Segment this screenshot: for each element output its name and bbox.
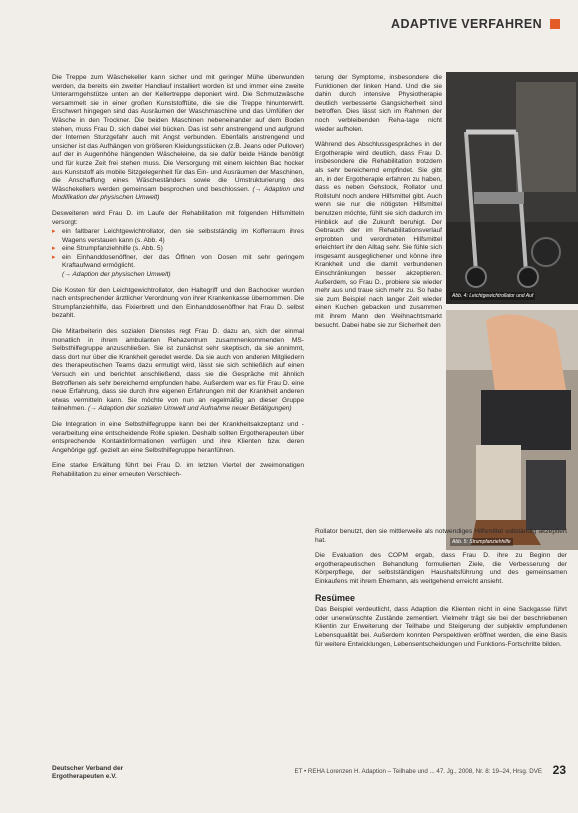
list-item: ▸ ein faltbarer Leichtgewichtrollator, den sie selbstständig im Kofferraum ihres Wagens verstauen kann (s. Abb. 4) bbox=[52, 228, 304, 245]
page-number: 23 bbox=[552, 763, 566, 777]
paragraph: terung der Symptome, insbesondere die Funktionen der linken Hand. Und die sie dahin durch intensive Physiotherapie deutlich verbesserte Gangsicherheit sind betroffen. Dies lässt sich im Rahmen der noch verbleibenden Reha-tage nicht wieder aufholen. bbox=[315, 74, 442, 133]
section-title: ADAPTIVE VERFAHREN bbox=[391, 17, 542, 31]
paragraph-text: Die Mitarbeiterin des sozialen Dienstes regt Frau D. dazu an, sich der einmal monatlich in ihrem ambulanten Rehazentrum zusammenkommenden MS-Selbsthilfegruppe anzuschließen. Sie ist zunächst sehr skeptisch, da sie annimmt, dass dort nur über die Krankheit geredet werde. Da sie auch von anderen Mitgliedern des therapeutischen Teams dazu ermutigt wird, lässt sie sich schließlich auf einen Versuch ein und berichtet anschließend, dass sie die Gespräche mit ähnlich Betroffenen als sehr bereichernd empfunden habe. Außerdem war es für Frau D. eine neue Erfahrung, dass sie durch ihre eigenen Erfahrungen mit der Krankheit anderen etwas vermitteln kann. Sie möchte von nun an regelmäßig an dieser Gruppe teilnehmen. bbox=[52, 328, 304, 413]
section-heading-resuemee: Resümee bbox=[315, 592, 356, 603]
paragraph bbox=[52, 328, 304, 414]
paragraph: Eine starke Erkältung führt bei Frau D. im letzten Viertel der zweimonatigen Rehabilitation zu einer erneuten Verschlech- bbox=[52, 462, 304, 478]
list-item bbox=[52, 254, 304, 280]
paragraph: Die Kosten für den Leichtgewichtrollator, den Haltegriff und den Bachocker wurden nach entsprechender ärztlicher Verordnung von ihrer Krankenkasse übernommen. Die Strumpfanziehhilfe, das Fixierbrett und den Einhanddosenöffner hat Frau D. selbst bezahlt. bbox=[52, 286, 304, 320]
rollator-illustration bbox=[446, 72, 578, 304]
aid-list bbox=[52, 228, 304, 280]
figure-4-rollator-photo bbox=[446, 72, 578, 304]
footer-citation: ET • REHA Lorenzen H. Adaption – Teilhabe und ... 47. Jg., 2008, Nr. 8: 19–24, Hrsg. DVE bbox=[294, 768, 542, 775]
reference-note: (→ Adaption der sozialen Umwelt und Aufnahme neuer Betätigungen) bbox=[87, 405, 292, 413]
list-item: ▸ eine Strumpfanziehhilfe (s. Abb. 5) bbox=[52, 245, 304, 254]
paragraph bbox=[52, 74, 304, 203]
paragraph: Die Evaluation des COPM ergab, dass Frau D. ihre zu Beginn der ergotherapeutischen Behandlung formulierten Ziele, die Verbesserung der Körperpflege, der selbstständigen Haushaltsführung und des gemeinsamen Einkaufens mit ihrem Ehemann, als weitgehend erreicht ansieht. bbox=[315, 552, 567, 585]
section-marker-square bbox=[550, 19, 560, 29]
publisher-line: Ergotherapeuten e.V. bbox=[52, 773, 117, 780]
paragraph: Desweiteren wird Frau D. im Laufe der Rehabilitation mit folgenden Hilfsmitteln versorgt: bbox=[52, 209, 304, 226]
paragraph: Die Integration in eine Selbsthilfegruppe kann bei der Krankheitsakzeptanz und -verarbeitung eine entscheidende Rolle spielen. Deshalb sollten Ergotherapeuten über entsprechende Kontaktinformationen verfügen und ihre Klienten bzw. deren Angehörige ggf. gezielt an eine Selbsthilfegruppe heranführen. bbox=[52, 420, 304, 454]
column-1 bbox=[52, 74, 304, 487]
sock-aid-illustration bbox=[446, 310, 578, 550]
figure-caption: Abb. 4: Leichtgewichtrollator und Auf bbox=[452, 293, 534, 299]
reference-note: (→ Adaption der physischen Umwelt) bbox=[62, 271, 171, 279]
paragraph-text: Die Treppe zum Wäschekeller kann sicher und mit geringer Mühe überwunden werden, da bereits ein zweiter Handlauf installiert worden ist und immer eine zweite Unterarmgehstütze unten an der Kellertreppe deponiert wird. Die Schmutzwäsche versammelt sie in einer großen Kunststofftüte, die sie die Treppe hinunterwirft. Erschwert hingegen sind das Ausräumen der Waschmaschine und das Umfüllen der Wäsche in den Trockner. Die beiden Maschinen nebeneinander auf dem Boden stehen, muss Frau D. sich dabei viel bücken. Das ist sehr anstrengend und aufgrund der Internen Sturzgefahr auch mit Angst verbunden. Ebenfalls anstrengend und unsicher ist das Aufhängen von größeren Kleidungsstücken (z.B. Jeans oder Pullover) auf der in Augenhöhe hängenden Wäscheleine, da sie dafür beide Hände benötigt und für kurze Zeit frei stehen muss. Die Versorgung mit einem leichten Bac hocker aus Kunststoff als mobile Sitzgelegenheit für das Ein- und Ausräumen der Maschinen, die Anschaffung eines Wäscheständers sowie die Umstrukturierung des Wäschekellers werden gemeinsam besprochen und beschlossen. bbox=[52, 74, 304, 193]
paragraph: Rollator benutzt, den sie mittlerweile als notwendiges Hilfsmittel vollständig akzeptiert hat. bbox=[315, 528, 567, 544]
figure-5-sock-aid-photo bbox=[446, 310, 578, 550]
publisher-line: Deutscher Verband der bbox=[52, 765, 124, 772]
column-3 bbox=[315, 528, 567, 656]
column-2 bbox=[315, 74, 442, 337]
paragraph: Während des Abschlussgespräches in der Ergotherapie wird deutlich, dass Frau D. insbesondere die Rehabilitation trotzdem als sehr bereichernd empfindet. Sie gibt an, in der Ergotherapie erfahren zu haben, dass es neben Gehstock, Rollator und Rollstuhl noch andere Hilfsmittel gibt. Auch wenn sie nur die nötigsten Hilfsmittel benutzen möchte, fühlt sie sich dadurch im Hinblick auf die Zukunft beruhigt. Der Gebrauch der im Rehabilitationsverlauf erprobten und verordneten Hilfsmittel erleichtert ihr den Alltag sehr. Sie fühle sich insgesamt ausgeglichener und könne ihre Krankheit und die damit verbundenen Einschränkungen besser akzeptieren. Außerdem, so Frau D., probiere sie wieder mehr aus und traue sich mehr zu. So habe sie zum Beispiel nach langer Zeit wieder einen Kuchen gebacken und zusammen mit ihrem Mann den Weihnachtsmarkt besucht. Dabei habe sie zur Sicherheit den bbox=[315, 141, 442, 329]
reference-note: (→ Adaption und Modifikation der physischen Umwelt) bbox=[52, 185, 304, 202]
list-item-text: ein Einhanddosenöffner, der das Öffnen von Dosen mit sehr geringem Kraftaufwand ermöglicht. bbox=[62, 253, 304, 270]
footer-publisher bbox=[52, 765, 123, 781]
figure-caption: Abb. 5: Strumpfanziehhilfe bbox=[452, 539, 511, 545]
paragraph: Das Beispiel verdeutlicht, dass Adaption die Klienten nicht in eine Sackgasse führt oder unerwünschte Zustände zementiert. Vielmehr trägt sie bei der beschriebenen Klientin zur Erweiterung der Teilhabe und Steigerung der subjektiv empfundenen Lebensqualität bei. Außerdem konnten Perspektiven eröffnet werden, die eine Basis für weitere Entwicklungen, Lebensentscheidungen und Funktions-Fortschritte bilden. bbox=[315, 606, 567, 648]
